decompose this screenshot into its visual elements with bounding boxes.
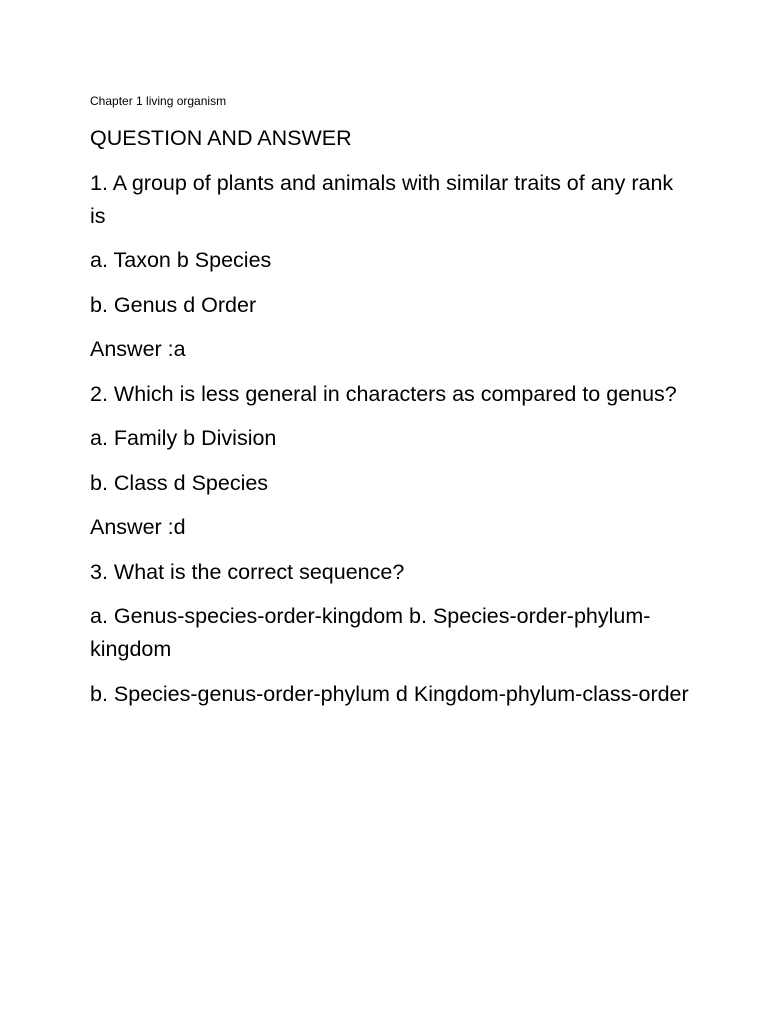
- question-3: 3. What is the correct sequence?: [90, 559, 405, 584]
- question-1: 1. A group of plants and animals with similar traits of any rank is: [90, 170, 674, 228]
- document-body: [90, 93, 690, 722]
- question-2: 2. Which is less general in characters as compared to genus?: [90, 381, 677, 406]
- question-3-options-line-1: a. Genus-species-order-kingdom b. Species-order-phylum-kingdom: [90, 604, 651, 661]
- question-1-answer: Answer :a: [90, 337, 186, 361]
- chapter-heading: Chapter 1 living organism: [90, 94, 227, 108]
- section-title: QUESTION AND ANSWER: [90, 126, 352, 150]
- question-3-options-line-2: b. Species-genus-order-phylum d Kingdom-phylum-class-order: [90, 681, 689, 706]
- question-1-options-line-2: b. Genus d Order: [90, 292, 257, 317]
- question-1-options-line-1: a. Taxon b Species: [90, 248, 272, 272]
- question-2-options-line-2: b. Class d Species: [90, 470, 269, 495]
- question-2-options-line-1: a. Family b Division: [90, 426, 277, 450]
- question-2-answer: Answer :d: [90, 515, 186, 539]
